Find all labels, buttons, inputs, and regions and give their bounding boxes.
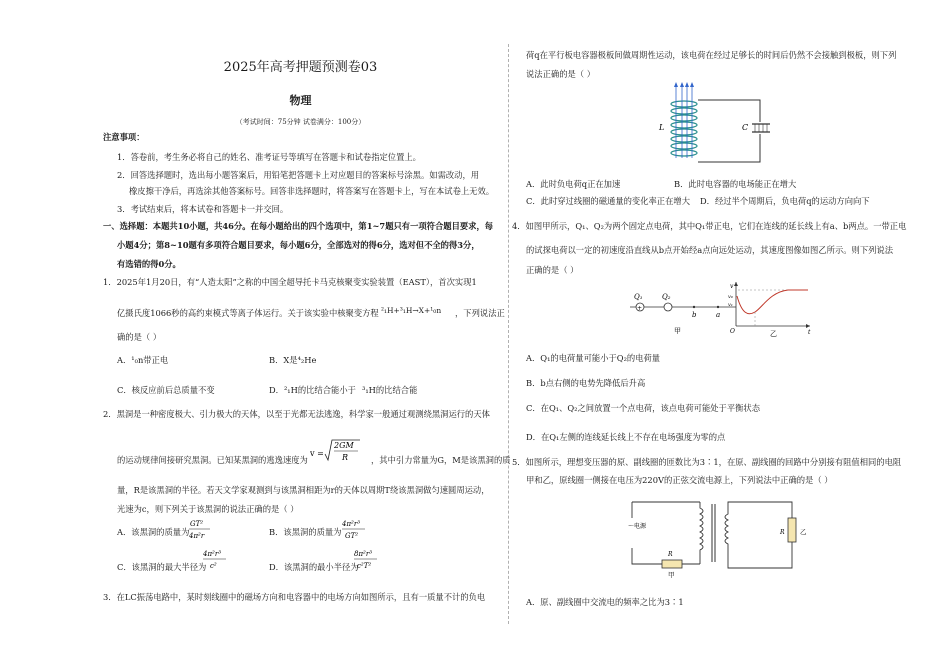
q4-line1: 4．如图甲所示，Q₁、Q₂为两个固定点电荷，其中Q₁带正电，它们在连线的延长线上有a、b两点。一带正电 — [512, 221, 907, 231]
q1-line2: 亿摄氏度1066秒的高约束模式等离子体运行。关于该实验中核聚变方程 — [117, 308, 379, 318]
section1-l2: 小题4分；第8~10题有多项符合题目要求，每小题6分，全部选对的得6分，选对但不全的得3分， — [117, 240, 480, 250]
fig-source-label: ～电源 — [628, 523, 647, 530]
svg-text:4π²r³: 4π²r³ — [342, 520, 361, 528]
q3-option-d: D．经过半个周期后，负电荷q的运动方向向下 — [700, 196, 870, 206]
fig-label-yi: 乙 — [770, 330, 777, 338]
fig-label-c: C — [742, 123, 749, 132]
q3-line1: 3．在LC振荡电路中，某时刻线圈中的磁场方向和电容器中的电场方向如图所示，且有一质量不计的负电 — [103, 592, 486, 602]
q4-option-b: B．b点右侧的电势先降低后升高 — [526, 378, 646, 388]
q2-option-c-formula — [202, 546, 232, 574]
exam-meta: （考试时间：75分钟 试卷满分：100分） — [235, 118, 366, 126]
q5-line2: 甲和乙，原线圈一侧接在电压为220V的正弦交流电源上，下列说法中正确的是（ ） — [526, 475, 833, 485]
note-2a: 2．回答选择题时，选出每小题答案后，用铅笔把答题卡上对应题目的答案标号涂黑。如需改动，用 — [117, 170, 480, 180]
q1-line3: 确的是（ ） — [117, 332, 162, 342]
note-3: 3．考试结束后，将本试卷和答题卡一并交回。 — [117, 204, 289, 214]
fig-label-jia5: 甲 — [668, 571, 675, 579]
fig-label-yi5: 乙 — [800, 528, 807, 536]
fig-label-l: L — [659, 123, 665, 132]
section1-l1: 一、选择题：本题共10小题，共46分。在每小题给出的四个选项中，第1~7题只有一项符合题目要求，每 — [103, 221, 494, 231]
q4-line2: 的试探电荷以一定的初速度沿直线从b点开始经a点向远处运动，其速度图像如图乙所示。则下列说法 — [526, 245, 894, 255]
q3-line-r1: 荷q在平行板电容器极板间做周期性运动，该电荷在经过足够长的时间后仍然不会接触到极板，则下列 — [526, 50, 897, 60]
q4-option-c: C．在Q₁、Q₂之间放置一个点电荷，该点电荷可能处于平衡状态 — [526, 403, 761, 413]
q1-option-d2: ³₁H的比结合能 — [362, 385, 418, 395]
svg-text:v₁: v₁ — [728, 302, 733, 308]
q5-line1: 5．如图所示，理想变压器的原、副线圈的匝数比为3∶1，在原、副线圈的回路中分别接有阻值相同的电阻 — [512, 457, 902, 467]
q2-line2b: ，其中引力常量为G，M是该黑洞的质 — [371, 455, 511, 465]
q3-option-a: A．此时负电荷q正在加速 — [526, 179, 621, 189]
q4-option-d: D．在Q₁左侧的连线延长线上不存在电场强度为零的点 — [526, 432, 726, 442]
svg-text:Q₁: Q₁ — [634, 293, 643, 301]
q1-option-d1: D．²₁H的比结合能小于 — [269, 385, 356, 395]
subject-title: 物理 — [289, 94, 312, 107]
q3-line-r2: 说法正确的是（ ） — [526, 69, 596, 79]
q2-option-a: A．该黑洞的质量为 — [117, 527, 190, 537]
q5-option-a: A．原、副线圈中交流电的频率之比为3∶1 — [526, 597, 684, 607]
svg-text:a: a — [716, 311, 721, 319]
q2-option-d: D．该黑洞的最小半径为 — [269, 562, 359, 572]
q2-option-b-formula — [341, 516, 369, 542]
svg-text:Q₂: Q₂ — [662, 293, 671, 301]
fig-label-jia: 甲 — [674, 327, 681, 335]
q2-line2a: 的运动规律间接研究黑洞。已知某黑洞的逃逸速度为 — [117, 455, 308, 465]
notes-heading: 注意事项： — [103, 132, 145, 142]
svg-text:v: v — [730, 283, 734, 290]
lc-circuit-figure — [656, 82, 776, 170]
q1-equation: ²₁H+³₁H→X+¹₀n — [381, 306, 442, 315]
q4-line3: 正确的是（ ） — [526, 265, 579, 275]
svg-text:c²: c² — [210, 562, 217, 570]
q1-line1: 1．2025年1月20日，有“人造太阳”之称的中国全超导托卡马克核聚变实验装置（EAST），首次实现1 — [103, 277, 477, 287]
q2-line3: 量，R是该黑洞的半径。若天文学家观测到与该黑洞相距为r的天体以周期T绕该黑洞做匀速圆周运动， — [117, 485, 490, 495]
q3-option-c: C．此时穿过线圈的磁通量的变化率正在增大 — [526, 196, 690, 206]
note-2b: 橡皮擦干净后，再选涂其他答案标号。回答非选择题时，将答案写在答题卡上，写在本试卷上无效。 — [129, 186, 495, 196]
svg-text:8π²r³: 8π²r³ — [354, 550, 373, 558]
note-1: 1．答卷前，考生务必将自己的姓名、准考证号等填写在答题卡和试卷指定位置上。 — [117, 152, 421, 162]
q2-escape-velocity-formula — [310, 436, 370, 466]
column-divider — [508, 44, 509, 624]
q4-figure-jia — [628, 285, 738, 335]
q1-line2b: ，下列说法正 — [455, 308, 505, 318]
q2-option-c: C．该黑洞的最大半径为 — [117, 562, 207, 572]
q5-transformer-figure — [622, 494, 822, 584]
paper-title: 2025年高考押题预测卷03 — [223, 60, 378, 75]
svg-text:2GM: 2GM — [334, 441, 354, 450]
svg-text:v =: v = — [310, 449, 324, 458]
q2-option-a-formula — [188, 516, 216, 542]
svg-text:O: O — [730, 328, 735, 335]
svg-text:c²T²: c²T² — [357, 562, 372, 570]
q2-option-b: B．该黑洞的质量为 — [269, 527, 342, 537]
svg-text:4π²r³: 4π²r³ — [203, 550, 222, 558]
svg-text:GT²: GT² — [345, 532, 359, 540]
q2-option-d-formula — [353, 546, 383, 574]
fig-label-r1: R — [668, 551, 673, 558]
q3-option-b: B．此时电容器的电场能正在增大 — [674, 179, 797, 189]
q1-option-c: C．核反应前后总质量不变 — [117, 385, 215, 395]
svg-text:4π²r: 4π²r — [189, 532, 205, 540]
svg-text:R: R — [342, 453, 349, 462]
svg-text:b: b — [692, 311, 697, 319]
q1-option-b: B．X是⁴₂He — [269, 355, 317, 365]
section1-l3: 有选错的得0分。 — [117, 259, 181, 269]
svg-text:GT²: GT² — [190, 520, 204, 528]
svg-text:t: t — [808, 329, 811, 336]
q4-figure-yi — [728, 280, 814, 338]
q4-option-a: A．Q₁的电荷量可能小于Q₂的电荷量 — [526, 353, 661, 363]
q2-line4: 光速为c，则下列关于该黑洞的说法正确的是（ ） — [117, 504, 299, 514]
q1-option-a: A．¹₀n带正电 — [117, 355, 169, 365]
fig-label-r2: R — [780, 529, 785, 536]
svg-text:+: + — [637, 305, 643, 312]
svg-text:v₀: v₀ — [728, 294, 733, 300]
q2-line1: 2．黑洞是一种密度极大、引力极大的天体，以至于光都无法逃逸，科学家一般通过观测绕黑洞运行的天体 — [103, 409, 490, 419]
